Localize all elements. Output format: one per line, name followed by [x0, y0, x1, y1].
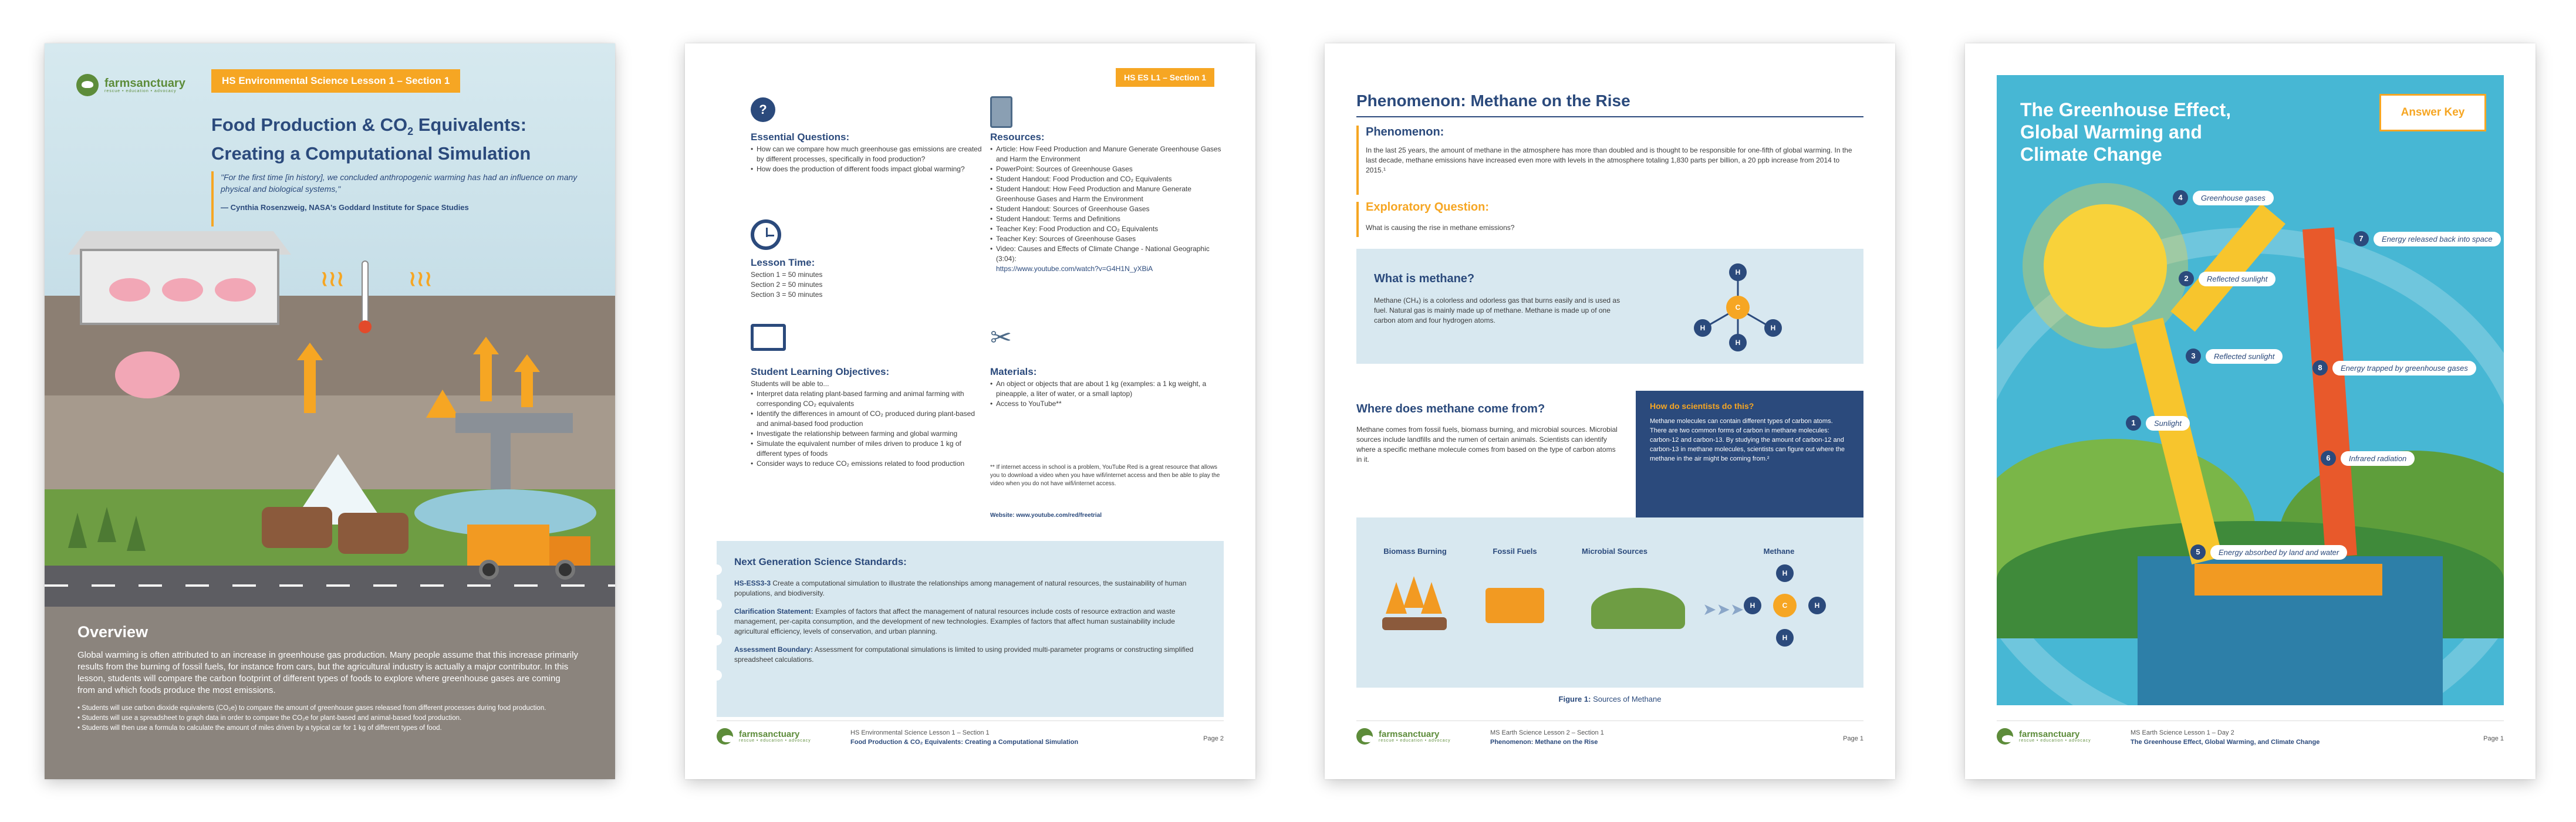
- page-footer: [717, 720, 1224, 752]
- book-icon: [751, 324, 786, 351]
- where-methane-heading: Where does methane come from?: [1356, 402, 1545, 415]
- heat-wave-icon: ≀≀≀: [320, 266, 345, 290]
- emission-arrow-icon: [514, 354, 540, 372]
- objectives-heading: Student Learning Objectives:: [751, 366, 890, 377]
- landfill-icon: [1591, 588, 1685, 629]
- page-2-lesson-plan: [685, 43, 1255, 779]
- list-item: • Teacher Key: Food Production and CO₂ Equivalents: [990, 224, 1231, 234]
- how-scientists-heading: How do scientists do this?: [1650, 401, 1754, 411]
- materials-list: [990, 379, 1231, 409]
- methane-label: Methane: [1763, 547, 1795, 556]
- label-greenhouse-gases: 4 Greenhouse gases: [2173, 190, 2274, 205]
- footer-title: Phenomenon: Methane on the Rise: [1490, 739, 1598, 746]
- list-item: • Access to YouTube**: [990, 399, 1231, 409]
- where-methane-text: Methane comes from fossil fuels, biomass burning, and microbial sources. Microbial sources include landfills and the rumen of certain animals. Scientists can identify where a specific methane molecule comes from based on the type of carbon atoms in it.: [1356, 425, 1618, 464]
- resources-list: [990, 144, 1231, 274]
- phenomenon-heading: Phenomenon:: [1366, 126, 1444, 138]
- what-is-methane-box: [1356, 249, 1863, 364]
- list-item: • Consider ways to reduce CO₂ emissions related to food production: [751, 459, 985, 469]
- ngss-standards-box: [717, 541, 1224, 717]
- biomass-burning-label: Biomass Burning: [1383, 547, 1447, 556]
- phenomenon-text: In the last 25 years, the amount of methane in the atmosphere has more than doubled and is thought to be responsible for one-fifth of global warming. In the last decade, methane emissions have increased even more with levels in the atmosphere totaling 1,830 parts per billion, a 20 ppb increase from 2014 to 2015.¹: [1366, 146, 1852, 174]
- tree-icon: [97, 507, 116, 542]
- emission-arrow-icon: [473, 337, 499, 354]
- list-item: • Student Handout: How Feed Production and Manure Generate Greenhouse Gases and Harm the Environment: [990, 184, 1231, 204]
- footer-lesson: HS Environmental Science Lesson 1 – Section 1: [850, 729, 990, 736]
- pig-icon: [109, 278, 150, 302]
- what-is-methane-heading: What is methane?: [1374, 272, 1475, 285]
- carbon-atom: C: [1726, 296, 1750, 319]
- ngss-heading: Next Generation Science Standards:: [734, 556, 907, 567]
- hydrogen-atom: H: [1729, 263, 1747, 281]
- footer-title: Food Production & CO₂ Equivalents: Creating a Computational Simulation: [850, 739, 1079, 746]
- essential-questions-heading: Essential Questions:: [751, 131, 850, 143]
- page-number: Page 1: [1843, 735, 1863, 742]
- how-scientists-box: [1636, 391, 1863, 520]
- emission-arrow-stem: [304, 360, 316, 413]
- video-link[interactable]: https://www.youtube.com/watch?v=G4H1N_yXBiA: [996, 265, 1153, 273]
- ngss-clarification: Clarification Statement: Examples of factors that affect the management of natural resources include costs of resource extraction and waste management, per-capita consumption, and the development of new technologies. Examples of factors that affect human sustainability include agricultural efficiency, levels of conservation, and urban planning.: [734, 607, 1176, 635]
- farm-sanctuary-logo: farmsanctuary rescue • education • advocacy: [1356, 728, 1451, 745]
- list-item: Section 3 = 50 minutes: [751, 290, 823, 299]
- methane-sources-figure: [1356, 517, 1863, 688]
- microbial-sources-label: Microbial Sources: [1582, 547, 1647, 556]
- warning-icon: [426, 390, 459, 418]
- section-accent-bar: [1356, 126, 1359, 195]
- cow-logo-icon: [1997, 728, 2013, 745]
- truck-icon: [467, 525, 596, 583]
- page-title: Phenomenon: Methane on the Rise: [1356, 92, 1630, 110]
- list-item: • How does the production of different foods impact global warming?: [751, 164, 985, 174]
- page-3-phenomenon: [1325, 43, 1895, 779]
- lesson-tag: HS Environmental Science Lesson 1 – Section 1: [211, 69, 460, 93]
- farm-sanctuary-logo: farmsanctuary rescue • education • advocacy: [717, 728, 811, 745]
- overview-text: Global warming is often attributed to an increase in greenhouse gas production. Many people assume that this increase primarily results from the burning of fossil fuels, for instance from cars, but the agricultural industry is actually a major contributor. In this lesson, students will compare the carbon footprint of different types of foods to explore where greenhouse gases are coming from and which foods produce the most emissions.: [77, 650, 578, 695]
- label-reflected-sunlight-2: 2 Reflected sunlight: [2179, 271, 2275, 286]
- list-item: • Identify the differences in amount of CO₂ produced during plant-based and animal-based food production: [751, 409, 985, 429]
- page-1-cover: [45, 43, 615, 779]
- how-scientists-text: Methane molecules can contain different types of carbon atoms. There are two common forms of carbon in methane molecules: carbon-12 and carbon-13. By studying the amount of carbon-12 and carbon-13 in methane molecules, scientists can figure out where the methane in the air might be coming from.²: [1650, 418, 1845, 462]
- sun-icon: [2044, 204, 2167, 327]
- fire-icon: [1421, 582, 1442, 614]
- list-item: • Students will then use a formula to calculate the amount of miles driven by a typical car for 1 kg of different types of food.: [77, 723, 580, 733]
- list-item: • Interpret data relating plant-based farming and animal farming with corresponding CO₂ equivalents: [751, 389, 985, 409]
- label-infrared: 6 Infrared radiation: [2321, 451, 2415, 466]
- question-icon: ?: [751, 97, 775, 122]
- footer-lesson: MS Earth Science Lesson 1 – Day 2: [2131, 729, 2234, 736]
- overview-section: [45, 607, 615, 779]
- website-link[interactable]: Website: www.youtube.com/red/freetrial: [990, 512, 1102, 519]
- youtube-note: ** If internet access in school is a problem, YouTube Red is a great resource that allows you to download a video when you have wifi/internet access and then be able to play the video when you do not have wifi/internet access.: [990, 464, 1220, 487]
- list-item: • Simulate the equivalent number of miles driven to produce 1 kg of different types of foods: [751, 439, 985, 459]
- cow-icon: [262, 507, 332, 548]
- label-energy-trapped: 8 Energy trapped by greenhouse gases: [2312, 360, 2476, 376]
- emission-arrow-stem: [521, 372, 533, 407]
- clock-icon: [751, 219, 781, 250]
- page-footer: [1997, 720, 2504, 752]
- exploratory-question-heading: Exploratory Question:: [1366, 201, 1490, 214]
- tree-icon: [68, 513, 87, 548]
- fossil-fuels-label: Fossil Fuels: [1493, 547, 1537, 556]
- list-item: • Student Handout: Sources of Greenhouse Gases: [990, 204, 1231, 214]
- objectives-list: Students will be able to... • Interpret data relating plant-based farming and animal farming with corresponding CO₂ equivalents • Identify the differences in amount of CO₂ produced during plant-based and animal-based food production • Investigate the relationship between farming and global warming • Simulate the equivalent number of miles driven to produce 1 kg of different types of foods • Consider ways to reduce CO₂ emissions related to food production: [751, 379, 985, 469]
- cow-logo-icon: [1356, 728, 1373, 745]
- farm-sanctuary-logo: farmsanctuary rescue • education • advocacy: [1997, 728, 2091, 745]
- waste-pipe: [455, 413, 573, 433]
- overview-bullets: [77, 703, 580, 733]
- pig-icon: [162, 278, 203, 302]
- list-item: • PowerPoint: Sources of Greenhouse Gases: [990, 164, 1231, 174]
- page-4-greenhouse-effect: [1965, 43, 2536, 779]
- resources-heading: Resources:: [990, 131, 1045, 143]
- label-reflected-sunlight-3: 3 Reflected sunlight: [2186, 349, 2283, 364]
- methane-molecule: H H H H C: [1744, 564, 1826, 647]
- essential-questions-list: [751, 144, 985, 174]
- quote-author: — Cynthia Rosenzweig, NASA's Goddard Institute for Space Studies: [221, 203, 469, 212]
- list-item: • Students will use a spreadsheet to graph data in order to compare the CO₂e for plant-based and animal-based food production.: [77, 713, 580, 723]
- absorbed-energy-ray: [2195, 564, 2382, 596]
- logo-tagline: rescue • education • advocacy: [104, 89, 177, 93]
- logo-wordmark: farmsanctuary: [104, 76, 185, 90]
- page-footer: [1356, 720, 1863, 752]
- road-marking: [45, 584, 615, 587]
- tree-icon: [127, 516, 146, 551]
- pig-icon: [215, 278, 256, 302]
- what-is-methane-text: Methane (CH₄) is a colorless and odorless gas that burns easily and is used as fuel. Natural gas is mainly made up of methane. Methane is made up of one carbon atom and four hydrogen atoms.: [1374, 296, 1620, 324]
- title-divider: [1356, 116, 1863, 117]
- pig-icon: [115, 351, 180, 398]
- label-energy-released: 7 Energy released back into space: [2354, 231, 2501, 246]
- list-item: • Video: Causes and Effects of Climate Change - National Geographic (3:04):: [990, 244, 1231, 264]
- list-item: • Student Handout: Food Production and CO₂ Equivalents: [990, 174, 1231, 184]
- exploratory-question-text: What is causing the rise in methane emissions?: [1366, 224, 1515, 232]
- farm-sanctuary-logo: [76, 74, 185, 96]
- list-item: • How can we compare how much greenhouse gas emissions are created by different processes, specifically in food production?: [751, 144, 985, 164]
- cow-logo-icon: [717, 728, 733, 745]
- page-title: Food Production & $CO_2$ Equivalents: Creating a Computational Simulation: [211, 114, 531, 164]
- calculator-icon: [990, 96, 1012, 128]
- list-item: Section 1 = 50 minutes: [751, 270, 823, 279]
- materials-heading: Materials:: [990, 366, 1037, 377]
- greenhouse-illustration: [1997, 75, 2504, 705]
- quote-text: "For the first time [in history], we concluded anthropogenic warming has had an influence on many physical and biological systems,": [221, 172, 578, 194]
- ngss-assessment: Assessment Boundary: Assessment for computational simulations is limited to using provided multi-parameter programs or constructing simplified spreadsheet calculations.: [734, 645, 1194, 664]
- overview-heading: Overview: [77, 623, 148, 641]
- fuel-cart-icon: [1485, 588, 1544, 623]
- emission-arrow-stem: [480, 354, 492, 401]
- methane-molecule: [1691, 261, 1785, 354]
- emission-arrow-icon: [297, 343, 323, 360]
- hydrogen-atom: H: [1764, 319, 1782, 337]
- hydrogen-atom: H: [1694, 319, 1711, 337]
- page-number: Page 2: [1203, 735, 1224, 742]
- list-item: • Teacher Key: Sources of Greenhouse Gases: [990, 234, 1231, 244]
- section-accent-bar: [1356, 202, 1359, 237]
- list-item: • Student Handout: Terms and Definitions: [990, 214, 1231, 224]
- thermometer-icon: [362, 261, 369, 325]
- footer-lesson: MS Earth Science Lesson 2 – Section 1: [1490, 729, 1604, 736]
- page-number: Page 1: [2483, 735, 2504, 742]
- log-icon: [1382, 617, 1447, 630]
- arrows-icon: ➤➤➤: [1703, 600, 1744, 618]
- cow-icon: [338, 513, 408, 554]
- label-sunlight: 1 Sunlight: [2126, 415, 2190, 431]
- list-item: • Investigate the relationship between farming and global warming: [751, 429, 985, 439]
- answer-key-badge: Answer Key: [2379, 94, 2486, 131]
- list-item: • Students will use carbon dioxide equivalents (CO₂e) to compare the amount of greenhouse gases released from different processes during food production.: [77, 703, 580, 713]
- hydrogen-atom: H: [1729, 334, 1747, 351]
- footer-title: The Greenhouse Effect, Global Warming, and Climate Change: [2131, 739, 2320, 746]
- list-item: • An object or objects that are about 1 kg (examples: a 1 kg weight, a pineapple, a liter of water, or a small laptop): [990, 379, 1231, 399]
- list-item: • Article: How Feed Production and Manure Generate Greenhouse Gases and Harm the Environment: [990, 144, 1231, 164]
- cow-logo-icon: [76, 74, 99, 96]
- ngss-standard: HS-ESS3-3 Create a computational simulation to illustrate the relationships among management of natural resources, the sustainability of human populations, and biodiversity.: [734, 579, 1187, 597]
- lesson-tag: HS ES L1 – Section 1: [1116, 68, 1214, 87]
- lesson-time-list: [751, 270, 927, 300]
- heat-wave-icon: ≀≀≀: [408, 266, 433, 290]
- lesson-time-heading: Lesson Time:: [751, 257, 815, 268]
- label-energy-absorbed: 5 Energy absorbed by land and water: [2190, 544, 2347, 560]
- list-item: Section 2 = 50 minutes: [751, 280, 823, 289]
- figure-caption: Figure 1: Sources of Methane: [1558, 695, 1662, 703]
- quote-accent-bar: [211, 171, 214, 226]
- waste-pipe: [491, 413, 511, 489]
- page-title: The Greenhouse Effect, Global Warming and Climate Change: [2020, 99, 2231, 165]
- scissors-icon: ✂: [990, 323, 1012, 352]
